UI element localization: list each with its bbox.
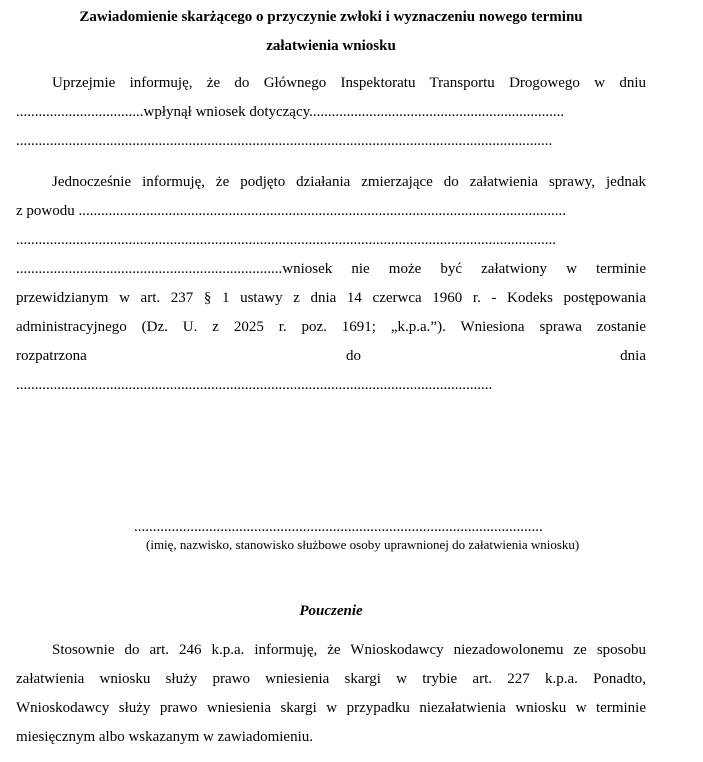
document <box>16 0 646 752</box>
instruction-line-3: Wnioskodawcy służy prawo wniesienia skargi w przypadku niezałatwienia wniosku w terminie <box>16 700 646 716</box>
signature-block <box>16 518 646 554</box>
title-line-1: Zawiadomienie skarżącego o przyczynie zwłoki i wyznaczeniu nowego terminu <box>79 9 583 25</box>
instruction-heading: Pouczenie <box>299 603 363 619</box>
instruction-line-1: Stosownie do art. 246 k.p.a. informuję, że Wnioskodawcy niezadowolonemu ze sposobu <box>52 642 646 658</box>
paragraph1-line-1: Uprzejmie informuję, że do Głównego Inspektoratu Transportu Drogowego w dniu <box>52 75 646 91</box>
paragraph2-line-1: Jednocześnie informuję, że podjęto działania zmierzające do załatwienia sprawy, jednak <box>52 174 646 190</box>
signature-caption: (imię, nazwisko, stanowisko służbowe osoby uprawnionej do załatwienia wniosku) <box>146 537 580 552</box>
paragraph2-line-7 <box>16 342 646 371</box>
receipt-date-and-subject-fill-line: ..................................wpłynął wniosek dotyczący.................................................................... <box>16 104 565 120</box>
document-title <box>16 3 646 61</box>
delay-reason-fill-line-3: .......................................................................wniosek nie może być załatwiony w terminie <box>16 261 646 277</box>
word-do: do <box>345 348 361 364</box>
word-rozpatrzona: rozpatrzona <box>16 348 87 364</box>
word-dnia: dnia <box>620 348 646 364</box>
signature-fill-line: ............................................................................................................. <box>134 519 543 535</box>
paragraph-delay-reason <box>16 168 646 400</box>
paragraph2-line-5: przewidzianym w art. 237 § 1 ustawy z dnia 14 czerwca 1960 r. - Kodeks postępowania <box>16 290 646 306</box>
paragraph-instruction <box>16 636 646 752</box>
title-line-2: załatwienia wniosku <box>266 38 396 54</box>
paragraph-receipt-info <box>16 69 646 156</box>
paragraph2-line-6: administracyjnego (Dz. U. z 2025 r. poz. 1691; „k.p.a.”). Wniesiona sprawa zostanie <box>16 319 646 335</box>
delay-reason-fill-line: z powodu .................................................................................................................................. <box>16 203 566 219</box>
instruction-line-2: załatwienia wniosku służy prawo wniesienia skargi w trybie art. 227 k.p.a. Ponadto, <box>16 671 646 687</box>
delay-reason-fill-line-2: ................................................................................................................................................ <box>16 232 556 248</box>
instruction-line-4: miesięcznym albo wskazanym w zawiadomieniu. <box>16 729 313 745</box>
subject-continuation-fill-line: ............................................................................................................................................... <box>16 133 553 149</box>
new-deadline-fill-line: ............................................................................................................................... <box>16 377 493 393</box>
